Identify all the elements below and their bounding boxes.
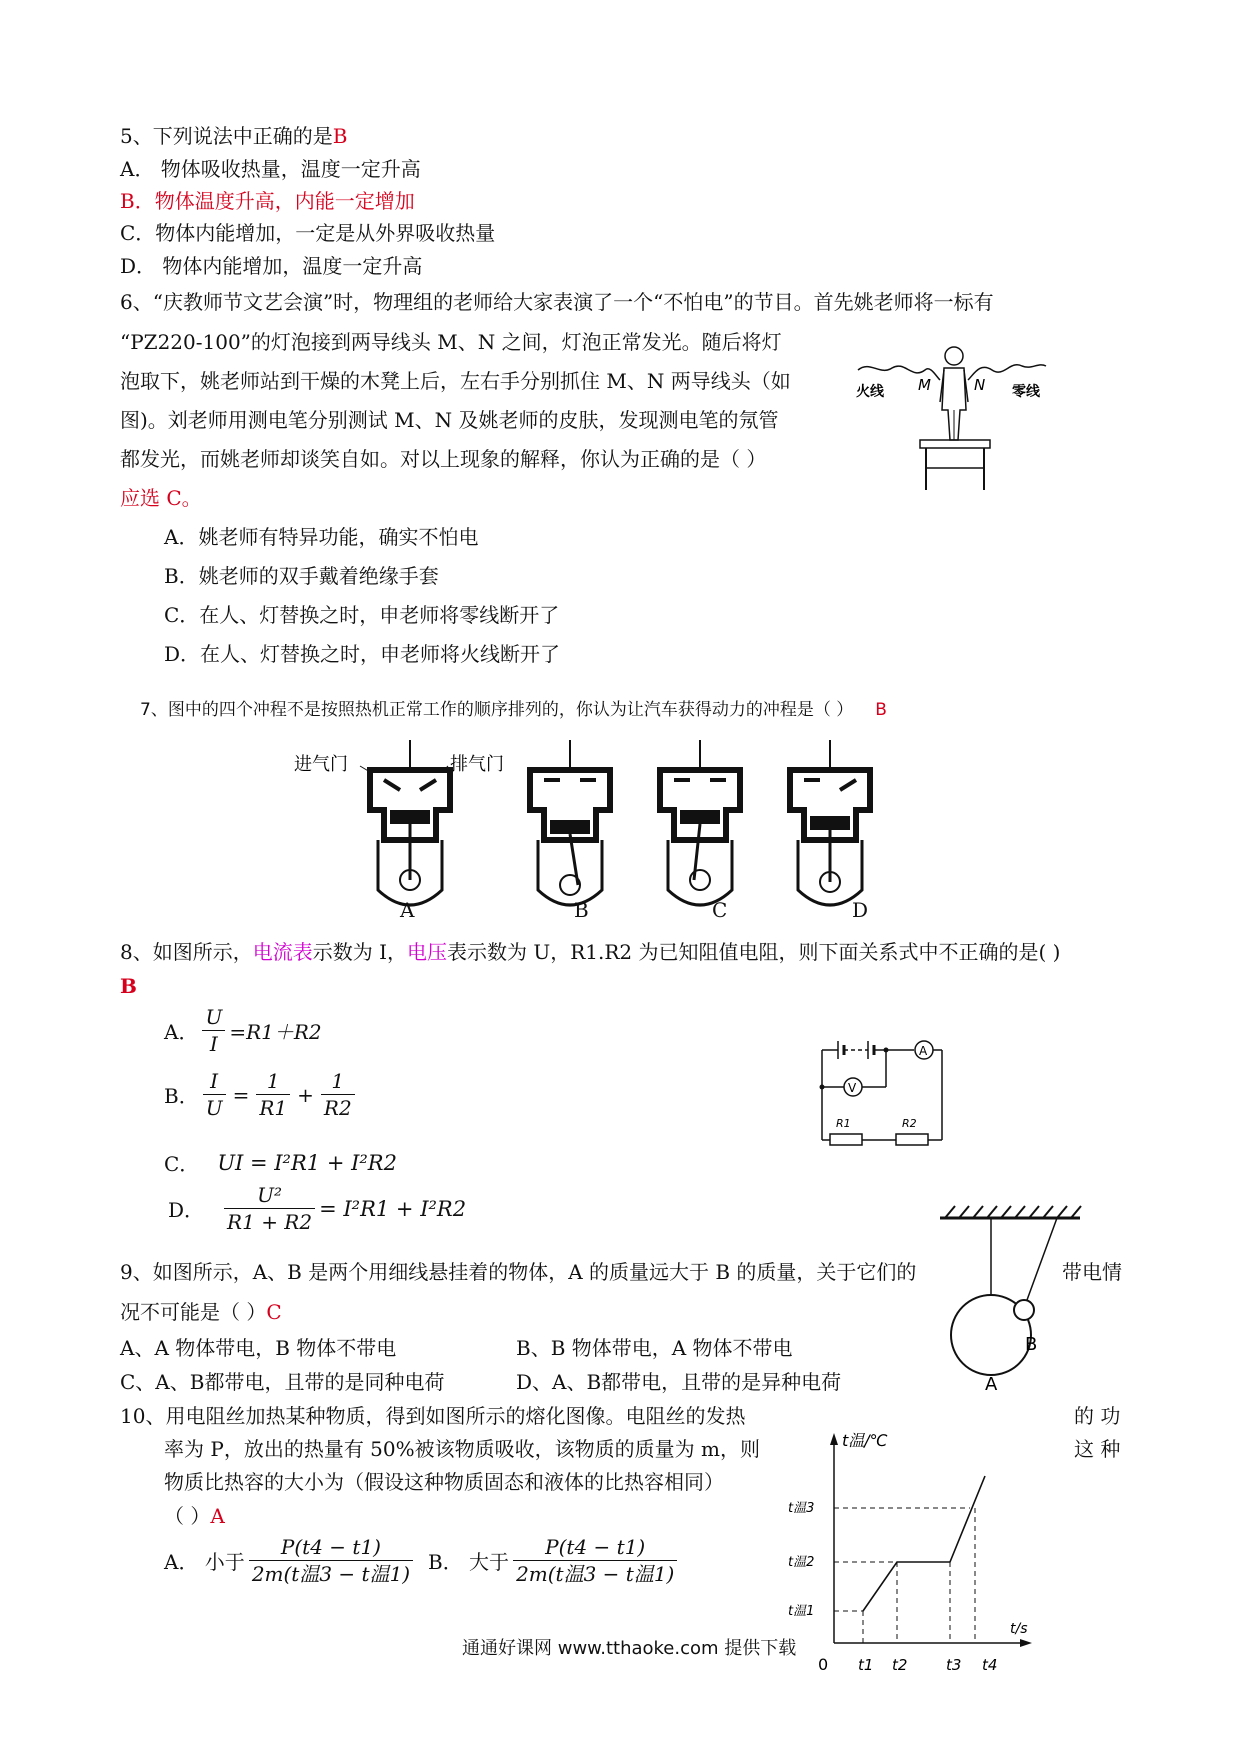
q8-option-a-label: A． (164, 1020, 199, 1044)
q7-stem (140, 698, 887, 722)
q6-line-5: 都发光，而姚老师却谈笑自如。对以上现象的解释，你认为正确的是（ ） (120, 447, 767, 471)
q8-option-d (168, 1182, 466, 1235)
origin-label: 0 (818, 1655, 829, 1674)
q8-ammeter-link[interactable]: 电流表 (252, 940, 313, 964)
xtick-t2: t2 (892, 1656, 908, 1674)
q9-option-a: A、A 物体带电，B 物体不带电 (120, 1336, 397, 1360)
q8-answer: B (120, 974, 137, 998)
q9-spheres-figure (935, 1200, 1085, 1390)
q8-stem-mid1: 示数为 I， (312, 940, 407, 964)
q8-b-n2: 1 (321, 1068, 355, 1095)
xtick-t1: t1 (858, 1656, 874, 1674)
q8-a-den: I (209, 1032, 218, 1056)
engine-label-d: D (852, 898, 869, 922)
q10-line-2: 率为 P，放出的热量有 50%被该物质吸收，该物质的质量为 m，则 (164, 1437, 760, 1461)
q8-d-den: R1 + R2 (227, 1210, 313, 1234)
engine-label-a: A (400, 898, 415, 922)
x-axis-label: t/s (1010, 1621, 1028, 1637)
q8-stem-mid2: 表示数为 U，R1.R2 为已知阻值电阻，则下面关系式中不正确的是( ) (447, 940, 1061, 964)
q10-line-2-end: 这 种 (1074, 1437, 1121, 1461)
q8-option-b (164, 1068, 359, 1121)
voltmeter-icon (844, 1078, 862, 1096)
q8-voltmeter-link[interactable]: 电压 (407, 940, 447, 964)
q6-m-label: M (918, 376, 931, 394)
q8-b-num: I (203, 1068, 226, 1095)
q10-line-1-end: 的 功 (1074, 1404, 1121, 1428)
engine-cylinder-a (370, 740, 450, 905)
q10-a-num: P(t4 − t1) (249, 1534, 413, 1561)
q6-zero-label: 零线 (1012, 384, 1040, 400)
q6-line-3: 泡取下，姚老师站到干燥的木凳上后，左右手分别抓住 M、N 两导线头（如 (120, 369, 791, 393)
q5-option-b: B．物体温度升高，内能一定增加 (120, 189, 415, 213)
sphere-a-label: A (985, 1374, 998, 1390)
q6-line-4: 图)。刘老师用测电笔分别测试 M、N 及姚老师的皮肤，发现测电笔的氖管 (120, 408, 779, 432)
y-axis-label: t温/℃ (842, 1431, 888, 1450)
q8-a-fraction (202, 1004, 225, 1057)
q10-b-den: 2m(t温3 − t温1) (516, 1562, 675, 1586)
q8-b-den: U (205, 1096, 223, 1120)
q6-answer: 应选 C。 (120, 486, 202, 510)
q8-option-a (164, 1004, 322, 1057)
q5-option-d: D． 物体内能增加，温度一定升高 (120, 254, 423, 278)
temperature-curve (863, 1476, 985, 1611)
q8-option-c (164, 1148, 397, 1177)
q8-b-fraction-2 (321, 1068, 355, 1121)
q5-stem (120, 124, 347, 148)
q8-b-d1: R1 (259, 1096, 288, 1120)
resistor-r1 (830, 1134, 862, 1145)
q10-option-a-label: A． 小于 (164, 1550, 245, 1574)
q9-line-1-end: 带电情 (1062, 1260, 1122, 1284)
resistor-r1-label: R1 (836, 1117, 851, 1130)
q6-option-d: D．在人、灯替换之时，申老师将火线断开了 (164, 642, 561, 666)
sphere-b (1014, 1300, 1034, 1320)
q8-option-c-label: C． (164, 1152, 200, 1176)
q5-option-c: C．物体内能增加，一定是从外界吸收热量 (120, 221, 496, 245)
q5-answer: B (332, 124, 348, 148)
intake-valve-label: 进气门 (294, 754, 348, 775)
ammeter-label: A (919, 1044, 928, 1058)
q10-a-fraction (249, 1534, 413, 1587)
q8-b-d2: R2 (323, 1096, 352, 1120)
xtick-t3: t3 (946, 1656, 962, 1674)
q8-a-rhs: =R1＋R2 (229, 1020, 322, 1044)
q5-stem-text: 5、下列说法中正确的是 (120, 124, 333, 148)
engine-label-b: B (574, 898, 589, 922)
q5-option-a: A． 物体吸收热量，温度一定升高 (120, 157, 421, 181)
guide-lines (834, 1508, 975, 1643)
q10-b-fraction (513, 1534, 677, 1587)
q10-option-a (164, 1534, 417, 1587)
q10-line-4 (164, 1504, 225, 1528)
q6-option-a: A．姚老师有特异功能，确实不怕电 (164, 525, 479, 549)
q8-d-fraction (224, 1182, 315, 1235)
q6-figure (850, 340, 1060, 500)
q8-b-plus: + (297, 1082, 314, 1107)
q10-a-den: 2m(t温3 − t温1) (251, 1562, 411, 1586)
person-icon (940, 347, 968, 440)
engine-cylinder-d (790, 740, 870, 905)
engine-cylinder-c (660, 740, 740, 905)
q7-engine-figure (290, 740, 910, 920)
battery-icon (838, 1041, 874, 1059)
q9-option-c: C、A、B都带电，且带的是同种电荷 (120, 1370, 445, 1394)
q6-fire-label: 火线 (856, 384, 884, 400)
q6-line-1: 6、“庆教师节文艺会演”时，物理组的老师给大家表演了一个“不怕电”的节目。首先姚老师将一标有 (120, 290, 994, 314)
q9-line-1: 9、如图所示，A、B 是两个用细线悬挂着的物体，A 的质量远大于 B 的质量，关于它们的 (120, 1260, 917, 1284)
ammeter-icon (915, 1041, 933, 1059)
q10-line-1: 10、用电阻丝加热某种物质，得到如图所示的熔化图像。电阻丝的发热 (120, 1404, 746, 1428)
ytick-t3: t温3 (788, 1501, 815, 1516)
q8-d-rhs: = I²R1 + I²R2 (319, 1196, 467, 1221)
q8-d-num: U² (224, 1182, 315, 1209)
ytick-t1: t温1 (788, 1604, 815, 1619)
q6-n-label: N (974, 376, 986, 394)
q10-answer: A (210, 1504, 225, 1528)
q8-b-fraction-1 (256, 1068, 290, 1121)
q8-option-d-label: D． (168, 1198, 205, 1222)
q8-option-b-label: B． (164, 1084, 199, 1108)
resistor-r2 (896, 1134, 928, 1145)
q10-line-4-text: （ ） (164, 1504, 211, 1528)
q9-line-2-text: 况不可能是（ ） (120, 1300, 267, 1324)
q10-option-b-label: B． 大于 (428, 1550, 510, 1574)
ytick-t2: t温2 (788, 1555, 815, 1570)
q6-option-c: C．在人、灯替换之时，申老师将零线断开了 (164, 603, 560, 627)
q10-melting-graph (770, 1418, 1040, 1678)
q8-a-num: U (202, 1004, 225, 1031)
q9-answer: C (266, 1300, 282, 1324)
q10-option-b (428, 1534, 681, 1587)
page-footer: 通通好课网 www.tthaoke.com 提供下载 (462, 1638, 797, 1659)
q8-stem-pre: 8、如图所示， (120, 940, 253, 964)
q9-option-b: B、B 物体带电，A 物体不带电 (516, 1336, 793, 1360)
ceiling-hatch (945, 1206, 1081, 1218)
q9-line-2 (120, 1300, 282, 1324)
q8-b-eq: = (232, 1082, 250, 1107)
q7-answer: B (875, 700, 887, 720)
resistor-r2-label: R2 (902, 1117, 917, 1130)
engine-cylinder-b (530, 740, 610, 905)
q8-stem (120, 940, 1060, 964)
q8-circuit-figure (810, 1035, 950, 1155)
q8-c-formula: UI = I²R1 + I²R2 (217, 1150, 397, 1175)
voltmeter-label: V (848, 1081, 857, 1095)
q7-stem-text: 7、图中的四个冲程不是按照热机正常工作的顺序排列的，你认为让汽车获得动力的冲程是（ ） (140, 700, 854, 720)
q6-option-b: B．姚老师的双手戴着绝缘手套 (164, 564, 439, 588)
q6-line-2: “PZ220-100”的灯泡接到两导线头 M、N 之间，灯泡正常发光。随后将灯 (120, 330, 782, 354)
q10-line-3: 物质比热容的大小为（假设这种物质固态和液体的比热容相同） (164, 1470, 724, 1494)
exhaust-valve-label: 排气门 (450, 754, 504, 775)
q8-b-fraction-lhs (203, 1068, 226, 1121)
q10-b-num: P(t4 − t1) (513, 1534, 677, 1561)
stool-icon (920, 440, 990, 490)
q9-option-d: D、A、B都带电，且带的是异种电荷 (516, 1370, 842, 1394)
xtick-t4: t4 (982, 1656, 998, 1674)
q8-b-n1: 1 (256, 1068, 290, 1095)
sphere-b-label: B (1025, 1334, 1038, 1355)
engine-label-c: C (712, 898, 728, 922)
